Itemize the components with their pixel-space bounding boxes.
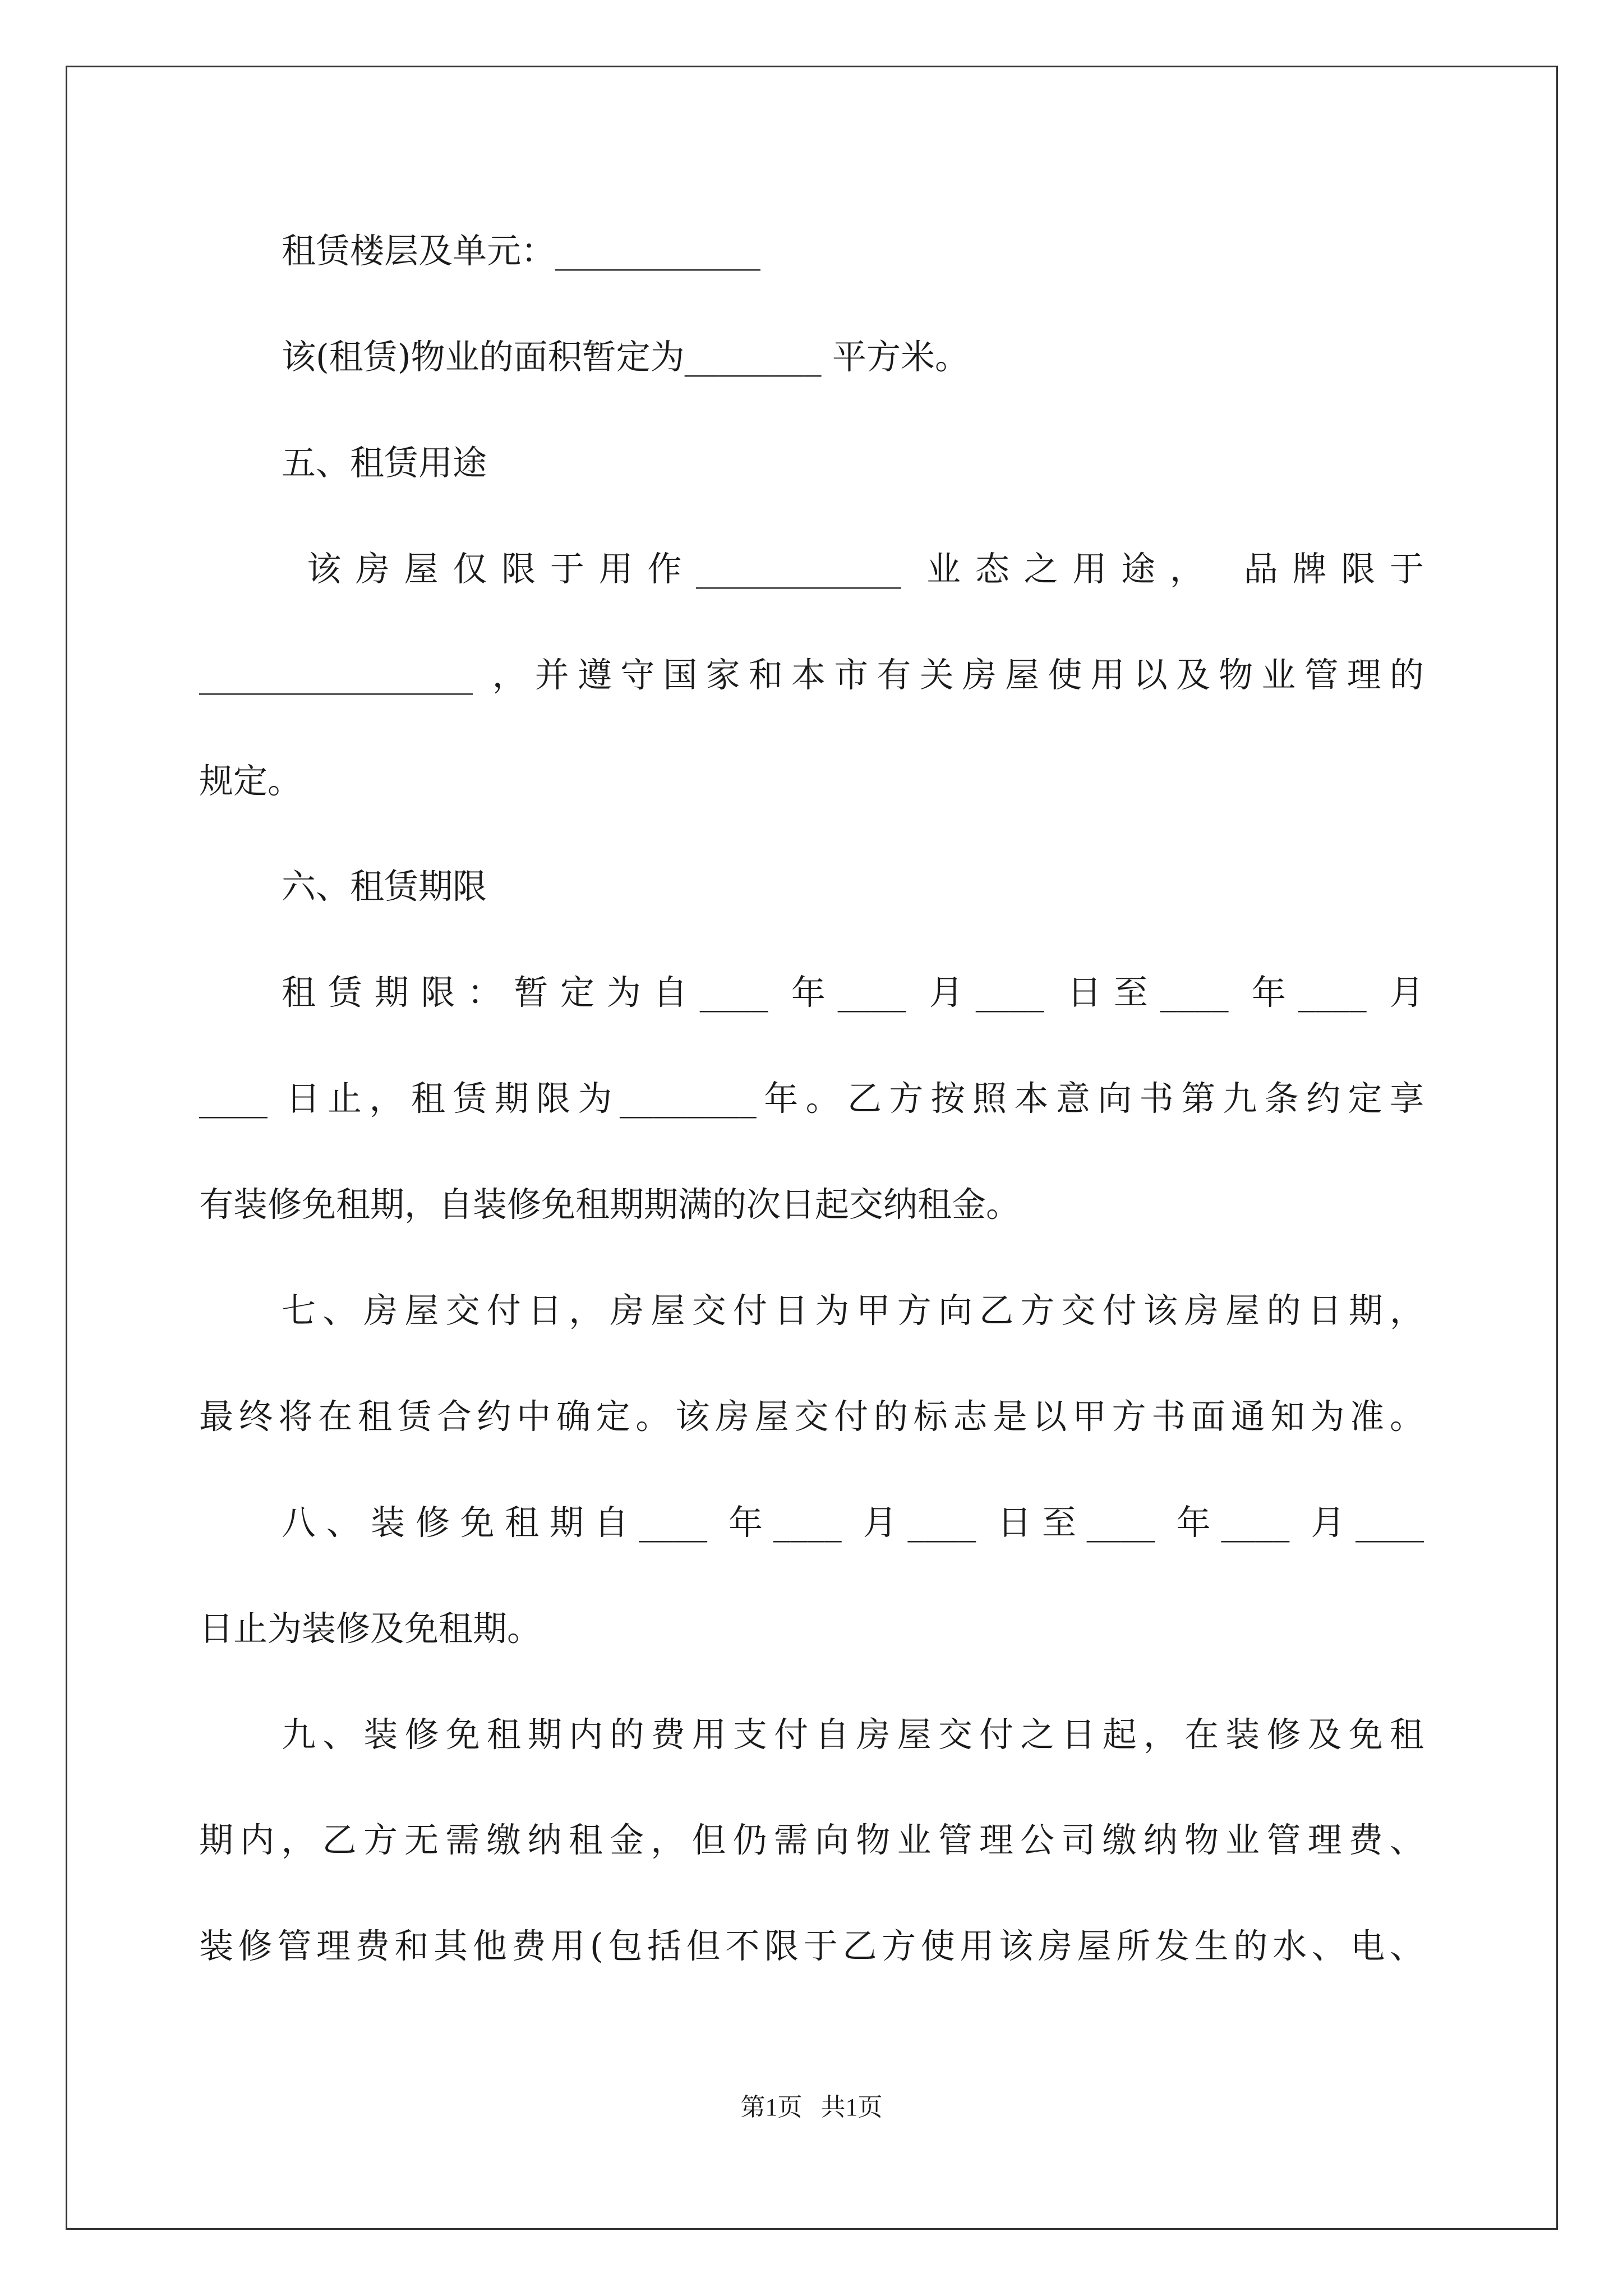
section-9-line-3: 装修管理费和其他费用(包括但不限于乙方使用该房屋所发生的水、电、 [199, 1926, 1424, 1966]
section-7-line-2: 最终将在租赁合约中确定。该房屋交付的标志是以甲方书面通知为准。 [199, 1397, 1424, 1437]
section-8-line-1: 八、装修免租期自____ 年____ 月____ 日至____ 年____ 月____ [282, 1503, 1424, 1543]
usage-clause-line-3: 规定。 [199, 761, 302, 801]
section-9-line-1: 九、装修免租期内的费用支付自房屋交付之日起，在装修及免租 [282, 1715, 1424, 1755]
rental-floor-unit-line: 租赁楼层及单元：____________ [282, 231, 761, 271]
property-area-line: 该(租赁)物业的面积暂定为________ 平方米。 [282, 337, 969, 377]
lease-term-line-3: 有装修免租期，自装修免租期期满的次日起交纳租金。 [199, 1185, 1021, 1225]
page-number-footer: 第1页 共1页 [740, 2093, 883, 2121]
section-8-line-2: 日止为装修及免租期。 [199, 1609, 542, 1649]
section-5-heading: 五、租赁用途 [282, 443, 487, 483]
usage-clause-line-2: ________________ ，并遵守国家和本市有关房屋使用以及物业管理的 [199, 655, 1424, 695]
lease-term-line-2: ____ 日止，租赁期限为________年。乙方按照本意向书第九条约定享 [199, 1079, 1424, 1119]
usage-clause-line-1: 该房屋仅限于用作____________ 业态之用途， 品牌限于 [282, 549, 1424, 589]
section-6-heading: 六、租赁期限 [282, 867, 487, 907]
section-7-line-1: 七、房屋交付日，房屋交付日为甲方向乙方交付该房屋的日期， [282, 1291, 1424, 1331]
lease-term-line-1: 租赁期限：暂定为自____ 年____ 月____ 日至____ 年____ 月 [282, 973, 1424, 1013]
section-9-line-2: 期内，乙方无需缴纳租金，但仍需向物业管理公司缴纳物业管理费、 [199, 1820, 1424, 1860]
page-border [66, 66, 1558, 2230]
